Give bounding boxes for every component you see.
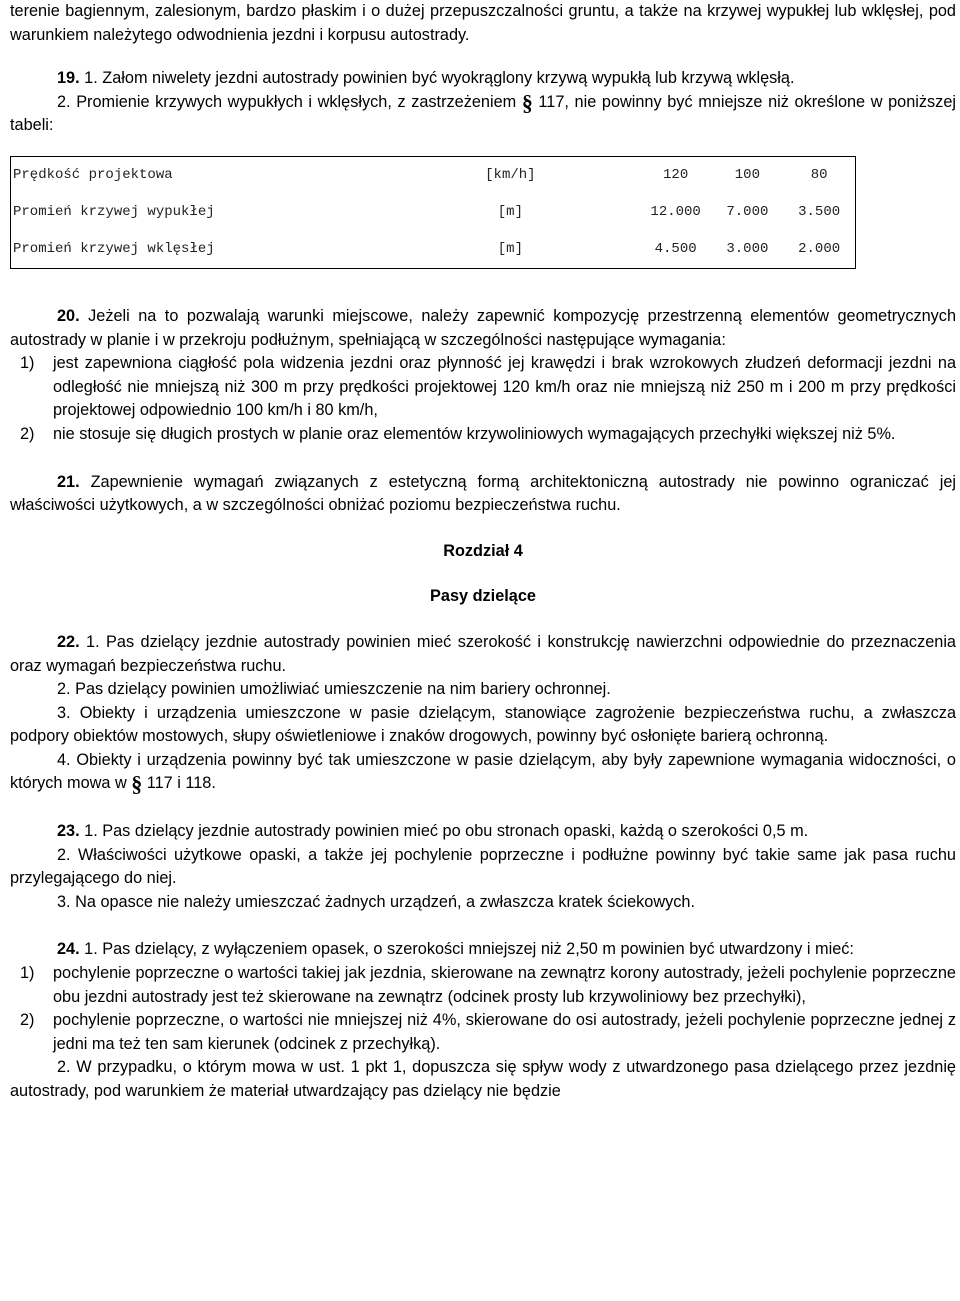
section-24-list xyxy=(10,962,956,1056)
table-cell-unit: [m] xyxy=(497,204,523,221)
list-item-text: jest zapewniona ciągłość pola widzenia jezdni oraz płynność jej krawędzi i brak wzrokowych złudzeń deformacji jezdni na odległość nie mniejszą niż 300 m przy prędkości projektowej 120 km/h oraz nie mniejszą niż 250 m i 200 m przy prędkości projektowej odpowiednio 100 km/h i 80 km/h, xyxy=(53,354,956,420)
section-21-number: 21. xyxy=(57,472,80,491)
section-21 xyxy=(10,471,956,518)
section-21-text: Zapewnienie wymagań związanych z estetyczną formą architektoniczną autostrady nie powinno ograniczać jej właściwości użytkowych, a w szczególności obniżać poziomu bezpieczeństwa ruchu. xyxy=(10,472,956,515)
section-22-text-4b: 117 i 118. xyxy=(142,774,216,793)
curve-radii-table xyxy=(10,156,856,269)
list-item xyxy=(10,352,956,423)
section-24-text-1: 1. Pas dzielący, z wyłączeniem opasek, o szerokości mniejszej niż 2,50 m powinien być utwardzony i mieć: xyxy=(79,940,854,959)
table-cell-value: 2.000 xyxy=(798,241,841,258)
table-row xyxy=(11,156,856,194)
section-23-point-1 xyxy=(10,820,956,844)
section-23-point-3: 3. Na opasce nie należy umieszczać żadnych urządzeń, a zwłaszcza kratek ściekowych. xyxy=(57,892,695,911)
list-marker: 2) xyxy=(20,1011,35,1030)
table-cell-unit: [km/h] xyxy=(485,167,536,184)
section-sign-icon: § xyxy=(131,771,143,797)
section-20-text: Jeżeli na to pozwalają warunki miejscowe, należy zapewnić kompozycję przestrzenną elementów geometrycznych autostrady w planie i w przekroju podłużnym, spełniającą w szczególności następujące wymagania: xyxy=(10,306,956,349)
list-marker: 1) xyxy=(20,964,35,983)
list-item xyxy=(10,423,956,447)
section-22-number: 22. xyxy=(57,632,80,651)
section-20-list xyxy=(10,352,956,446)
table-cell-name: Prędkość projektowa xyxy=(13,167,173,184)
section-22-point-2: 2. Pas dzielący powinien umożliwiać umieszczenie na nim bariery ochronnej. xyxy=(57,680,611,699)
table-cell-unit: [m] xyxy=(497,241,523,258)
section-22-text-1: 1. Pas dzielący jezdnie autostrady powinien mieć szerokość i konstrukcję nawierzchni odpowiednie do przeznaczenia oraz wymagań bezpieczeństwa ruchu. xyxy=(10,632,956,675)
list-item-text: pochylenie poprzeczne, o wartości nie mniejszej niż 4%, skierowane do osi autostrady, jeżeli pochylenie poprzeczne jednej z jedni ma też ten sam kierunek (odcinek z przechyłką). xyxy=(53,1011,956,1053)
list-item xyxy=(10,962,956,1009)
section-23-number: 23. xyxy=(57,822,80,841)
section-22-point-4 xyxy=(10,749,956,796)
table-cell-value: 12.000 xyxy=(650,204,701,221)
section-19-text-2b: 117, nie powinny być mniejsze niż określone w poniższej tabeli: xyxy=(10,92,956,135)
table-cell-value: 3.500 xyxy=(798,204,841,221)
table-row xyxy=(11,194,856,231)
table-cell-name: Promień krzywej wklęsłej xyxy=(13,241,215,258)
chapter-title: Pasy dzielące xyxy=(430,587,536,606)
section-20-number: 20. xyxy=(57,306,80,325)
table-row xyxy=(11,231,856,269)
list-marker: 2) xyxy=(20,424,35,443)
section-22-text-4a: 4. Obiekty i urządzenia powinny być tak umieszczone w pasie dzielącym, aby były zapewnione wymagania widoczności, o których mowa w xyxy=(10,750,956,793)
list-item-text: pochylenie poprzeczne o wartości takiej jak jezdnia, skierowane na zewnątrz korony autostrady, jeżeli pochylenie poprzeczne obu jezdni autostrady jest też skierowane na zewnątrz (odcinek prosty lub krzywoliniowy bez przechyłki), xyxy=(53,964,956,1006)
paragraph-continuation: terenie bagiennym, zalesionym, bardzo płaskim i o dużej przepuszczalności gruntu, a także na krzywej wypukłej lub wklęsłej, pod warunkiem należytego odwodnienia jezdni i korpusu autostrady. xyxy=(10,2,956,44)
section-19-text-1: 1. Załom niwelety jezdni autostrady powinien być wyokrąglony krzywą wypukłą lub krzywą wklęsłą. xyxy=(79,69,795,88)
section-19-text-2a: 2. Promienie krzywych wypukłych i wklęsłych, z zastrzeżeniem xyxy=(57,92,522,111)
section-19-number: 19. xyxy=(57,69,80,88)
section-23-point-2: 2. Właściwości użytkowe opaski, a także jej pochylenie poprzeczne i podłużne powinny być takie same jak pasa ruchu przylegającego do niej. xyxy=(10,845,956,888)
table-cell-value: 7.000 xyxy=(726,204,769,221)
section-24-point-1 xyxy=(10,938,956,962)
table-cell-value: 120 xyxy=(663,167,689,184)
list-item xyxy=(10,1009,956,1056)
list-item-text: nie stosuje się długich prostych w planie oraz elementów krzywoliniowych wymagających przechyłki większej niż 5%. xyxy=(53,424,896,443)
document-page xyxy=(10,0,956,1104)
table-cell-name: Promień krzywej wypukłej xyxy=(13,204,215,221)
section-22-point-3: 3. Obiekty i urządzenia umieszczone w pasie dzielącym, stanowiące zagrożenie bezpieczeństwa ruchu, a zwłaszcza podpory obiektów mostowych, słupy oświetleniowe i znaków drogowych, powinny być osłonięte barierą ochronną. xyxy=(10,703,956,746)
list-marker: 1) xyxy=(20,354,35,373)
section-sign-icon: § xyxy=(521,89,533,115)
section-20-intro xyxy=(10,305,956,352)
table-cell-value: 3.000 xyxy=(726,241,769,258)
table-cell-value: 4.500 xyxy=(654,241,697,258)
table-cell-value: 100 xyxy=(734,167,760,184)
section-19-point-2 xyxy=(10,91,956,138)
section-24-point-2: 2. W przypadku, o którym mowa w ust. 1 pkt 1, dopuszcza się spływ wody z utwardzonego pasa dzielącego przez jezdnię autostrady, pod warunkiem że materiał utwardzający pas dzielący nie będzie xyxy=(10,1058,956,1100)
section-23-text-1: 1. Pas dzielący jezdnie autostrady powinien mieć po obu stronach opaski, każdą o szerokości 0,5 m. xyxy=(79,822,809,841)
chapter-heading: Rozdział 4 xyxy=(443,541,523,560)
table-cell-value: 80 xyxy=(810,167,828,184)
section-19-point-1 xyxy=(10,67,956,91)
section-24-number: 24. xyxy=(57,940,80,959)
section-22-point-1 xyxy=(10,631,956,678)
